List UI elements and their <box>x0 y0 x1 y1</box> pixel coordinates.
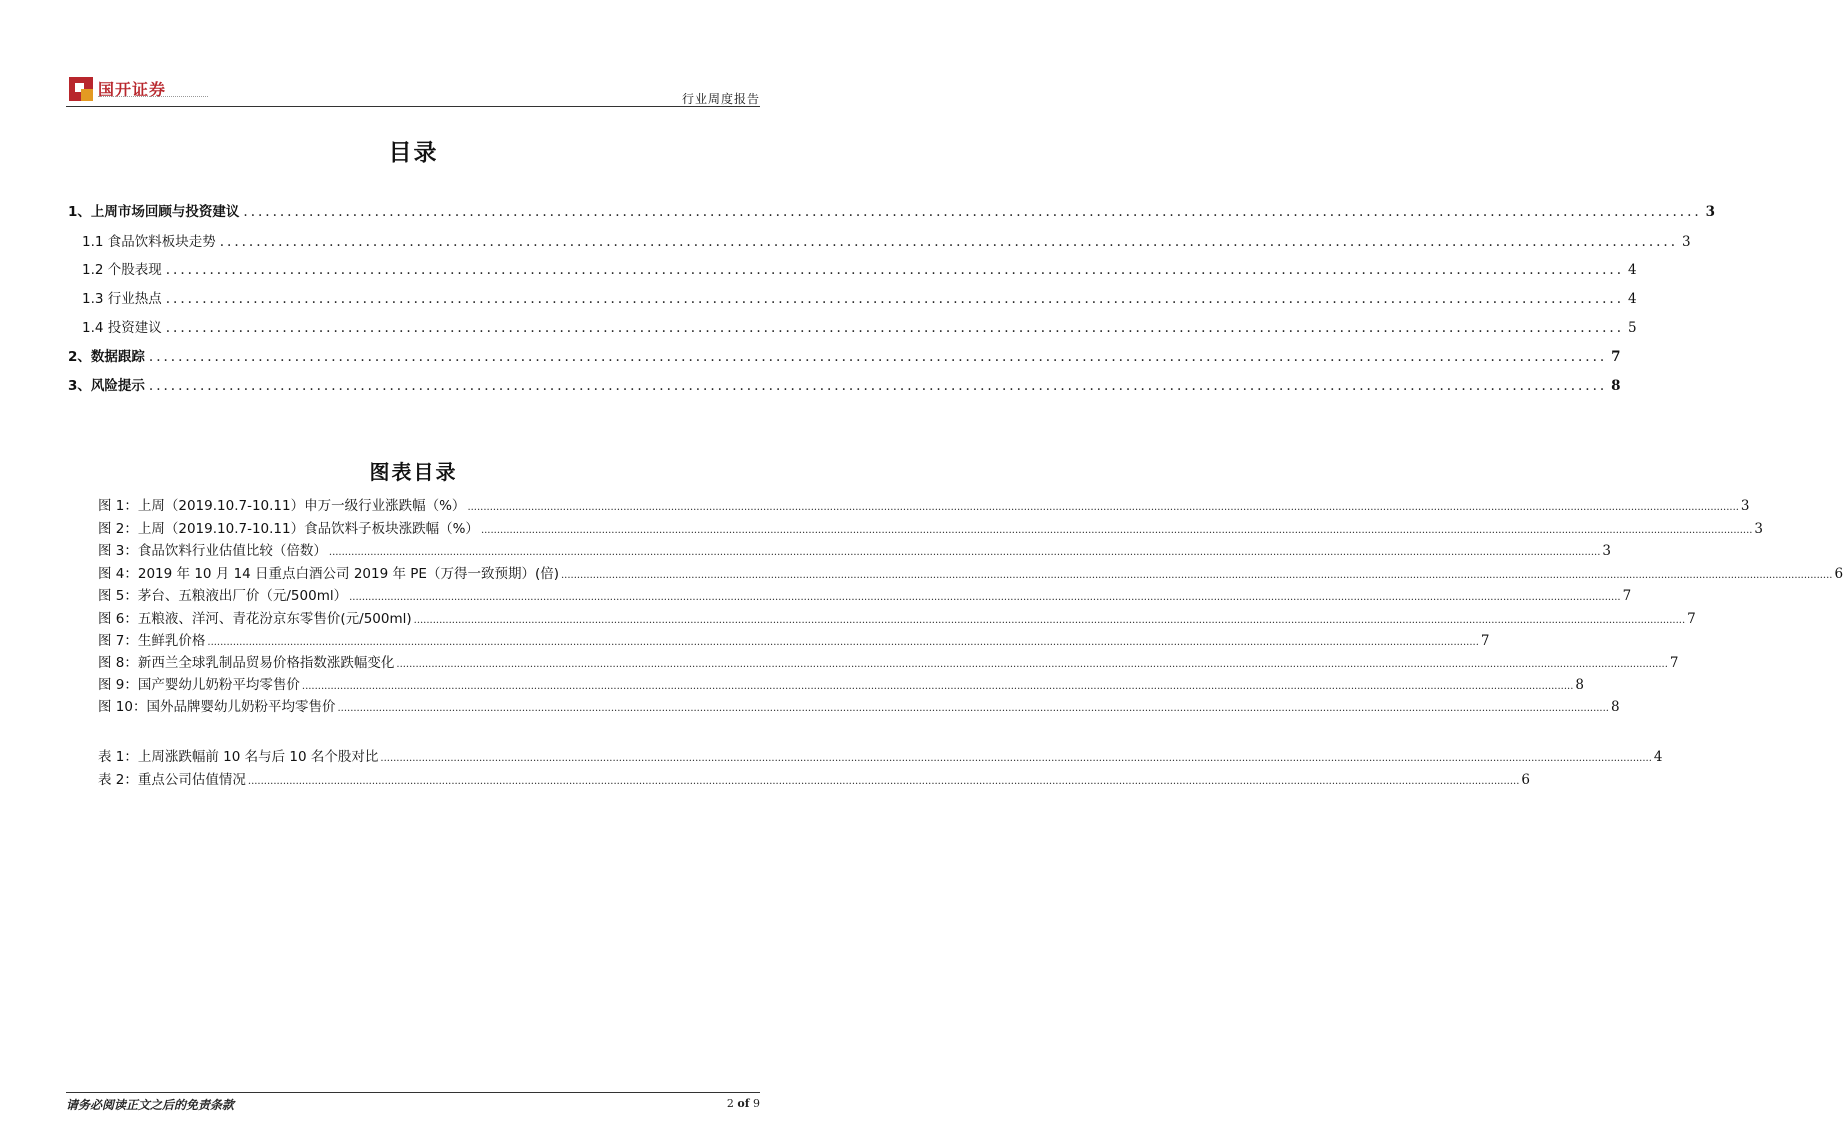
leader-dots: ................................................................................................................................................................................................................................................................................................................................................................................................................ <box>349 592 1621 603</box>
figure-entry-label: 图 4：2019 年 10 月 14 日重点白酒公司 2019 年 PE（万得一致预期）(倍) <box>98 566 559 582</box>
toc-entry-label: 3、风险提示 <box>68 378 145 394</box>
toc-entry-page: 7 <box>1611 349 1621 365</box>
figure-entry-page: 7 <box>1687 611 1696 627</box>
toc-entry-page: 8 <box>1611 378 1621 394</box>
toc-entry-page: 3 <box>1682 234 1691 250</box>
figure-entry-page: 7 <box>1480 633 1490 649</box>
table-entry-label: 表 2：重点公司估值情况 <box>98 772 246 788</box>
toc-entry-page: 3 <box>1705 204 1716 220</box>
toc-leader-dots: ........................................................................................................................................................................................................ <box>165 291 1625 307</box>
toc-entry-label: 1.2 个股表现 <box>82 262 162 278</box>
table-entry[interactable] <box>98 768 1530 788</box>
figure-entry[interactable] <box>98 494 1750 514</box>
toc-leader-dots: ........................................................................................................................................................................................................ <box>219 234 1679 250</box>
page-current: 2 <box>726 1097 734 1110</box>
header-divider <box>66 106 760 107</box>
figure-entry-label: 图 6：五粮液、洋河、青花汾京东零售价(元/500ml) <box>98 611 412 627</box>
figure-entry-page: 7 <box>1669 655 1679 671</box>
figure-entry-label: 图 8：新西兰全球乳制品贸易价格指数涨跌幅变化 <box>98 655 395 671</box>
leader-dots: ................................................................................................................................................................................................................................................................................................................................................................................................................ <box>480 525 1753 536</box>
table-entry-label: 表 1：上周涨跌幅前 10 名与后 10 名个股对比 <box>98 749 379 765</box>
toc-entry-label: 1.1 食品饮料板块走势 <box>82 234 216 250</box>
page-header <box>66 74 760 108</box>
toc-entry-label: 2、数据跟踪 <box>68 349 145 365</box>
leader-dots: ................................................................................................................................................................................................................................................................................................................................................................................................................ <box>413 615 1686 626</box>
toc-entry-label: 1.3 行业热点 <box>82 291 162 307</box>
figure-entry-page: 3 <box>1740 498 1750 514</box>
leader-dots: ................................................................................................................................................................................................................................................................................................................................................................................................................ <box>380 753 1652 764</box>
logo-text: 国开证券 <box>98 79 167 99</box>
toc-leader-dots: ........................................................................................................................................................................................................ <box>148 349 1608 365</box>
toc-entry[interactable] <box>68 374 1621 394</box>
figure-entry-page: 8 <box>1575 677 1584 693</box>
figure-entry-label: 图 5：茅台、五粮液出厂价（元/500ml） <box>98 588 348 604</box>
figure-entry[interactable] <box>98 695 1620 715</box>
logo-subtitle-line <box>98 96 208 99</box>
figure-entry[interactable] <box>98 673 1584 693</box>
leader-dots: ................................................................................................................................................................................................................................................................................................................................................................................................................ <box>396 659 1668 670</box>
toc-entry[interactable] <box>82 287 1637 307</box>
figure-entry-page: 7 <box>1622 588 1632 604</box>
toc-entry-page: 5 <box>1628 320 1637 336</box>
page-total: 9 <box>753 1097 760 1110</box>
table-entry-page: 4 <box>1653 749 1663 765</box>
toc-title: 目录 <box>388 140 439 166</box>
toc-leader-dots: ........................................................................................................................................................................................................ <box>148 378 1608 394</box>
toc-entry-page: 4 <box>1628 262 1637 278</box>
leader-dots: ................................................................................................................................................................................................................................................................................................................................................................................................................ <box>207 637 1479 648</box>
figure-entry[interactable] <box>98 584 1632 604</box>
toc-entry[interactable] <box>68 345 1621 365</box>
table-entry[interactable] <box>98 745 1663 765</box>
figure-entry-label: 图 1：上周（2019.10.7-10.11）申万一级行业涨跌幅（%） <box>98 498 466 514</box>
page-of: of <box>737 1097 750 1110</box>
leader-dots: ................................................................................................................................................................................................................................................................................................................................................................................................................ <box>467 502 1739 513</box>
figure-entry-label: 图 9：国产婴幼儿奶粉平均零售价 <box>98 677 300 693</box>
figure-entry-page: 8 <box>1610 699 1620 715</box>
leader-dots: ................................................................................................................................................................................................................................................................................................................................................................................................................ <box>337 703 1609 714</box>
figure-entry[interactable] <box>98 562 1843 582</box>
figure-entry[interactable] <box>98 607 1696 627</box>
figure-entry[interactable] <box>98 517 1764 537</box>
footer-disclaimer: 请务必阅读正文之后的免责条款 <box>66 1098 235 1112</box>
figure-entry-label: 图 2：上周（2019.10.7-10.11）食品饮料子板块涨跌幅（%） <box>98 521 479 537</box>
figures-title: 图表目录 <box>369 460 458 484</box>
toc-leader-dots: ........................................................................................................................................................................................................ <box>165 262 1625 278</box>
leader-dots: ................................................................................................................................................................................................................................................................................................................................................................................................................ <box>301 681 1574 692</box>
page-number <box>727 1097 760 1110</box>
footer-divider <box>66 1092 760 1093</box>
toc-entry-page: 4 <box>1628 291 1637 307</box>
report-type: 行业周度报告 <box>681 92 760 106</box>
figure-entry-page: 3 <box>1754 521 1764 537</box>
logo-mark-icon <box>69 77 93 101</box>
figure-entry-page: 3 <box>1602 543 1611 559</box>
figure-entry-label: 图 3：食品饮料行业估值比较（倍数） <box>98 543 327 559</box>
toc-entry[interactable] <box>82 230 1691 250</box>
table-entry-page: 6 <box>1521 772 1530 788</box>
toc-entry[interactable] <box>82 316 1637 336</box>
figure-entry-label: 图 7：生鲜乳价格 <box>98 633 206 649</box>
toc-entry[interactable] <box>68 200 1716 220</box>
toc-leader-dots: ........................................................................................................................................................................................................ <box>165 320 1625 336</box>
toc-entry[interactable] <box>82 258 1637 278</box>
figure-entry[interactable] <box>98 651 1679 671</box>
figure-entry[interactable] <box>98 539 1611 559</box>
toc-leader-dots: ........................................................................................................................................................................................................ <box>243 204 1702 220</box>
leader-dots: ................................................................................................................................................................................................................................................................................................................................................................................................................ <box>247 776 1520 787</box>
toc-entry-label: 1、上周市场回顾与投资建议 <box>68 204 240 220</box>
leader-dots: ................................................................................................................................................................................................................................................................................................................................................................................................................ <box>328 547 1601 558</box>
figure-entry-page: 6 <box>1834 566 1843 582</box>
figure-entry-label: 图 10：国外品牌婴幼儿奶粉平均零售价 <box>98 699 336 715</box>
figure-entry[interactable] <box>98 629 1490 649</box>
leader-dots: ................................................................................................................................................................................................................................................................................................................................................................................................................ <box>560 570 1833 581</box>
toc-entry-label: 1.4 投资建议 <box>82 320 162 336</box>
